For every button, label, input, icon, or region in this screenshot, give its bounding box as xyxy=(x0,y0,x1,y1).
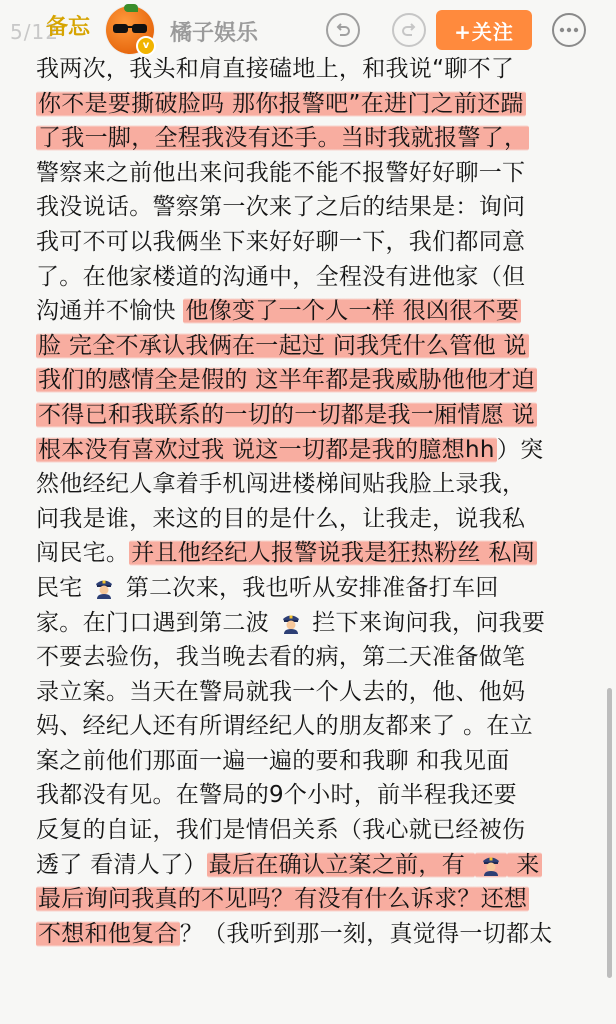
text-span: 沟通并不愉快 xyxy=(36,298,184,325)
highlight-span: 他像变了一个人一样 很凶很不要 xyxy=(185,298,520,325)
highlight-span xyxy=(475,852,507,878)
redo-button[interactable] xyxy=(392,13,426,47)
text-line xyxy=(36,502,596,537)
more-icon xyxy=(559,27,579,33)
text-line xyxy=(36,329,596,364)
memo-title: 备忘 xyxy=(46,15,91,40)
highlight-span: 最后询问我真的不见吗？有没有什么诉求？还想 xyxy=(38,886,528,913)
text-line xyxy=(36,121,596,156)
verified-badge-icon: v xyxy=(136,36,156,56)
text-line xyxy=(36,294,596,329)
follow-button[interactable]: +关注 xyxy=(436,10,532,50)
highlight-span: 并且他经纪人报警说我是狂热粉丝 私闯 xyxy=(131,540,535,567)
more-button[interactable] xyxy=(552,13,586,47)
text-line xyxy=(36,536,596,571)
text-line xyxy=(36,467,596,502)
text-span: 反复的自证，我们是情侣关系（我心就已经被伤 xyxy=(36,817,526,844)
redo-icon xyxy=(400,21,418,39)
top-bar xyxy=(0,0,616,60)
text-line xyxy=(36,744,596,779)
highlight-span: 不想和他复合 xyxy=(38,920,178,947)
account-name[interactable]: 橘子娱乐 xyxy=(170,21,259,46)
orange-leaf-icon xyxy=(124,4,138,12)
avatar[interactable] xyxy=(106,6,154,54)
text-span: 闯民宅。 xyxy=(36,540,130,567)
text-line xyxy=(36,433,596,468)
text-line xyxy=(36,813,596,848)
highlight-span: 了我一脚，全程我没有还手。当时我就报警了， xyxy=(38,125,528,152)
text-span: 我都没有见。在警局的9个小时，前半程我还要 xyxy=(36,782,517,809)
article-body xyxy=(36,52,596,951)
text-span: 录立案。当天在警局就我一个人去的，他、他妈 xyxy=(36,678,526,705)
highlight-span: 你不是要撕破脸吗 那你报警吧”在进门之前还踹 xyxy=(38,90,524,117)
text-line xyxy=(36,363,596,398)
highlight-span: 根本没有喜欢过我 说这一切都是我的臆想hh xyxy=(38,436,495,463)
text-line xyxy=(36,225,596,260)
text-span: 我可不可以我俩坐下来好好聊一下，我们都同意 xyxy=(36,228,526,255)
text-line xyxy=(36,848,596,883)
undo-icon xyxy=(334,21,352,39)
text-span: 我没说话。警察第一次来了之后的结果是：询问 xyxy=(36,194,526,221)
text-line xyxy=(36,156,596,191)
highlight-span: 脸 完全不承认我俩在一起过 问我凭什么管他 说 xyxy=(38,332,527,359)
text-span: 妈、经纪人还有所谓经纪人的朋友都来了 。在立 xyxy=(36,713,533,740)
scrollbar[interactable] xyxy=(607,688,612,978)
text-line xyxy=(36,87,596,122)
text-line xyxy=(36,675,596,710)
text-line xyxy=(36,917,596,952)
text-span: 第二次来，我也听从安排准备打车回 xyxy=(118,574,499,601)
highlight-span: 我们的感情全是假的 这半年都是我威胁他他才迫 xyxy=(38,367,535,394)
police-officer-icon xyxy=(479,852,503,876)
highlight-span: 不得已和我联系的一切的一切都是我一厢情愿 说 xyxy=(38,401,535,428)
text-span: 透了 看清人了） xyxy=(36,851,207,878)
text-span: ？（我听到那一刻，真觉得一切都太 xyxy=(179,920,553,947)
text-span: 了。在他家楼道的沟通中，全程没有进他家（但 xyxy=(36,263,526,290)
text-span: 案之前他们那面一遍一遍的要和我聊 和我见面 xyxy=(36,747,510,774)
police-officer-icon xyxy=(92,575,116,599)
text-line xyxy=(36,190,596,225)
highlight-span: 来 xyxy=(508,851,540,878)
text-line xyxy=(36,606,596,641)
text-span: 警察来之前他出来问我能不能不报警好好聊一下 xyxy=(36,159,526,186)
text-span: 然他经纪人拿着手机闯进楼梯间贴我脸上录我， xyxy=(36,471,526,498)
text-span: 拦下来询问我，问我要 xyxy=(304,609,546,636)
text-line xyxy=(36,709,596,744)
undo-button[interactable] xyxy=(326,13,360,47)
text-span: ）突 xyxy=(496,436,544,463)
sunglasses-icon xyxy=(113,24,147,34)
text-line xyxy=(36,52,596,87)
text-span: 我两次，我头和肩直接磕地上，和我说“聊不了 xyxy=(36,56,515,82)
highlight-span: 最后在确认立案之前，有 xyxy=(208,851,473,878)
text-line xyxy=(36,398,596,433)
page-indicator: 5/12 xyxy=(10,20,59,44)
text-span: 民宅 xyxy=(36,574,91,601)
police-officer-icon xyxy=(279,610,303,634)
text-line xyxy=(36,882,596,917)
text-span: 不要去验伤，我当晚去看的病，第二天准备做笔 xyxy=(36,644,526,671)
text-line xyxy=(36,778,596,813)
text-span: 家。在门口遇到第二波 xyxy=(36,609,277,636)
text-line xyxy=(36,571,596,606)
text-span: 问我是谁，来这的目的是什么，让我走，说我私 xyxy=(36,505,526,532)
text-line xyxy=(36,640,596,675)
text-line xyxy=(36,260,596,295)
